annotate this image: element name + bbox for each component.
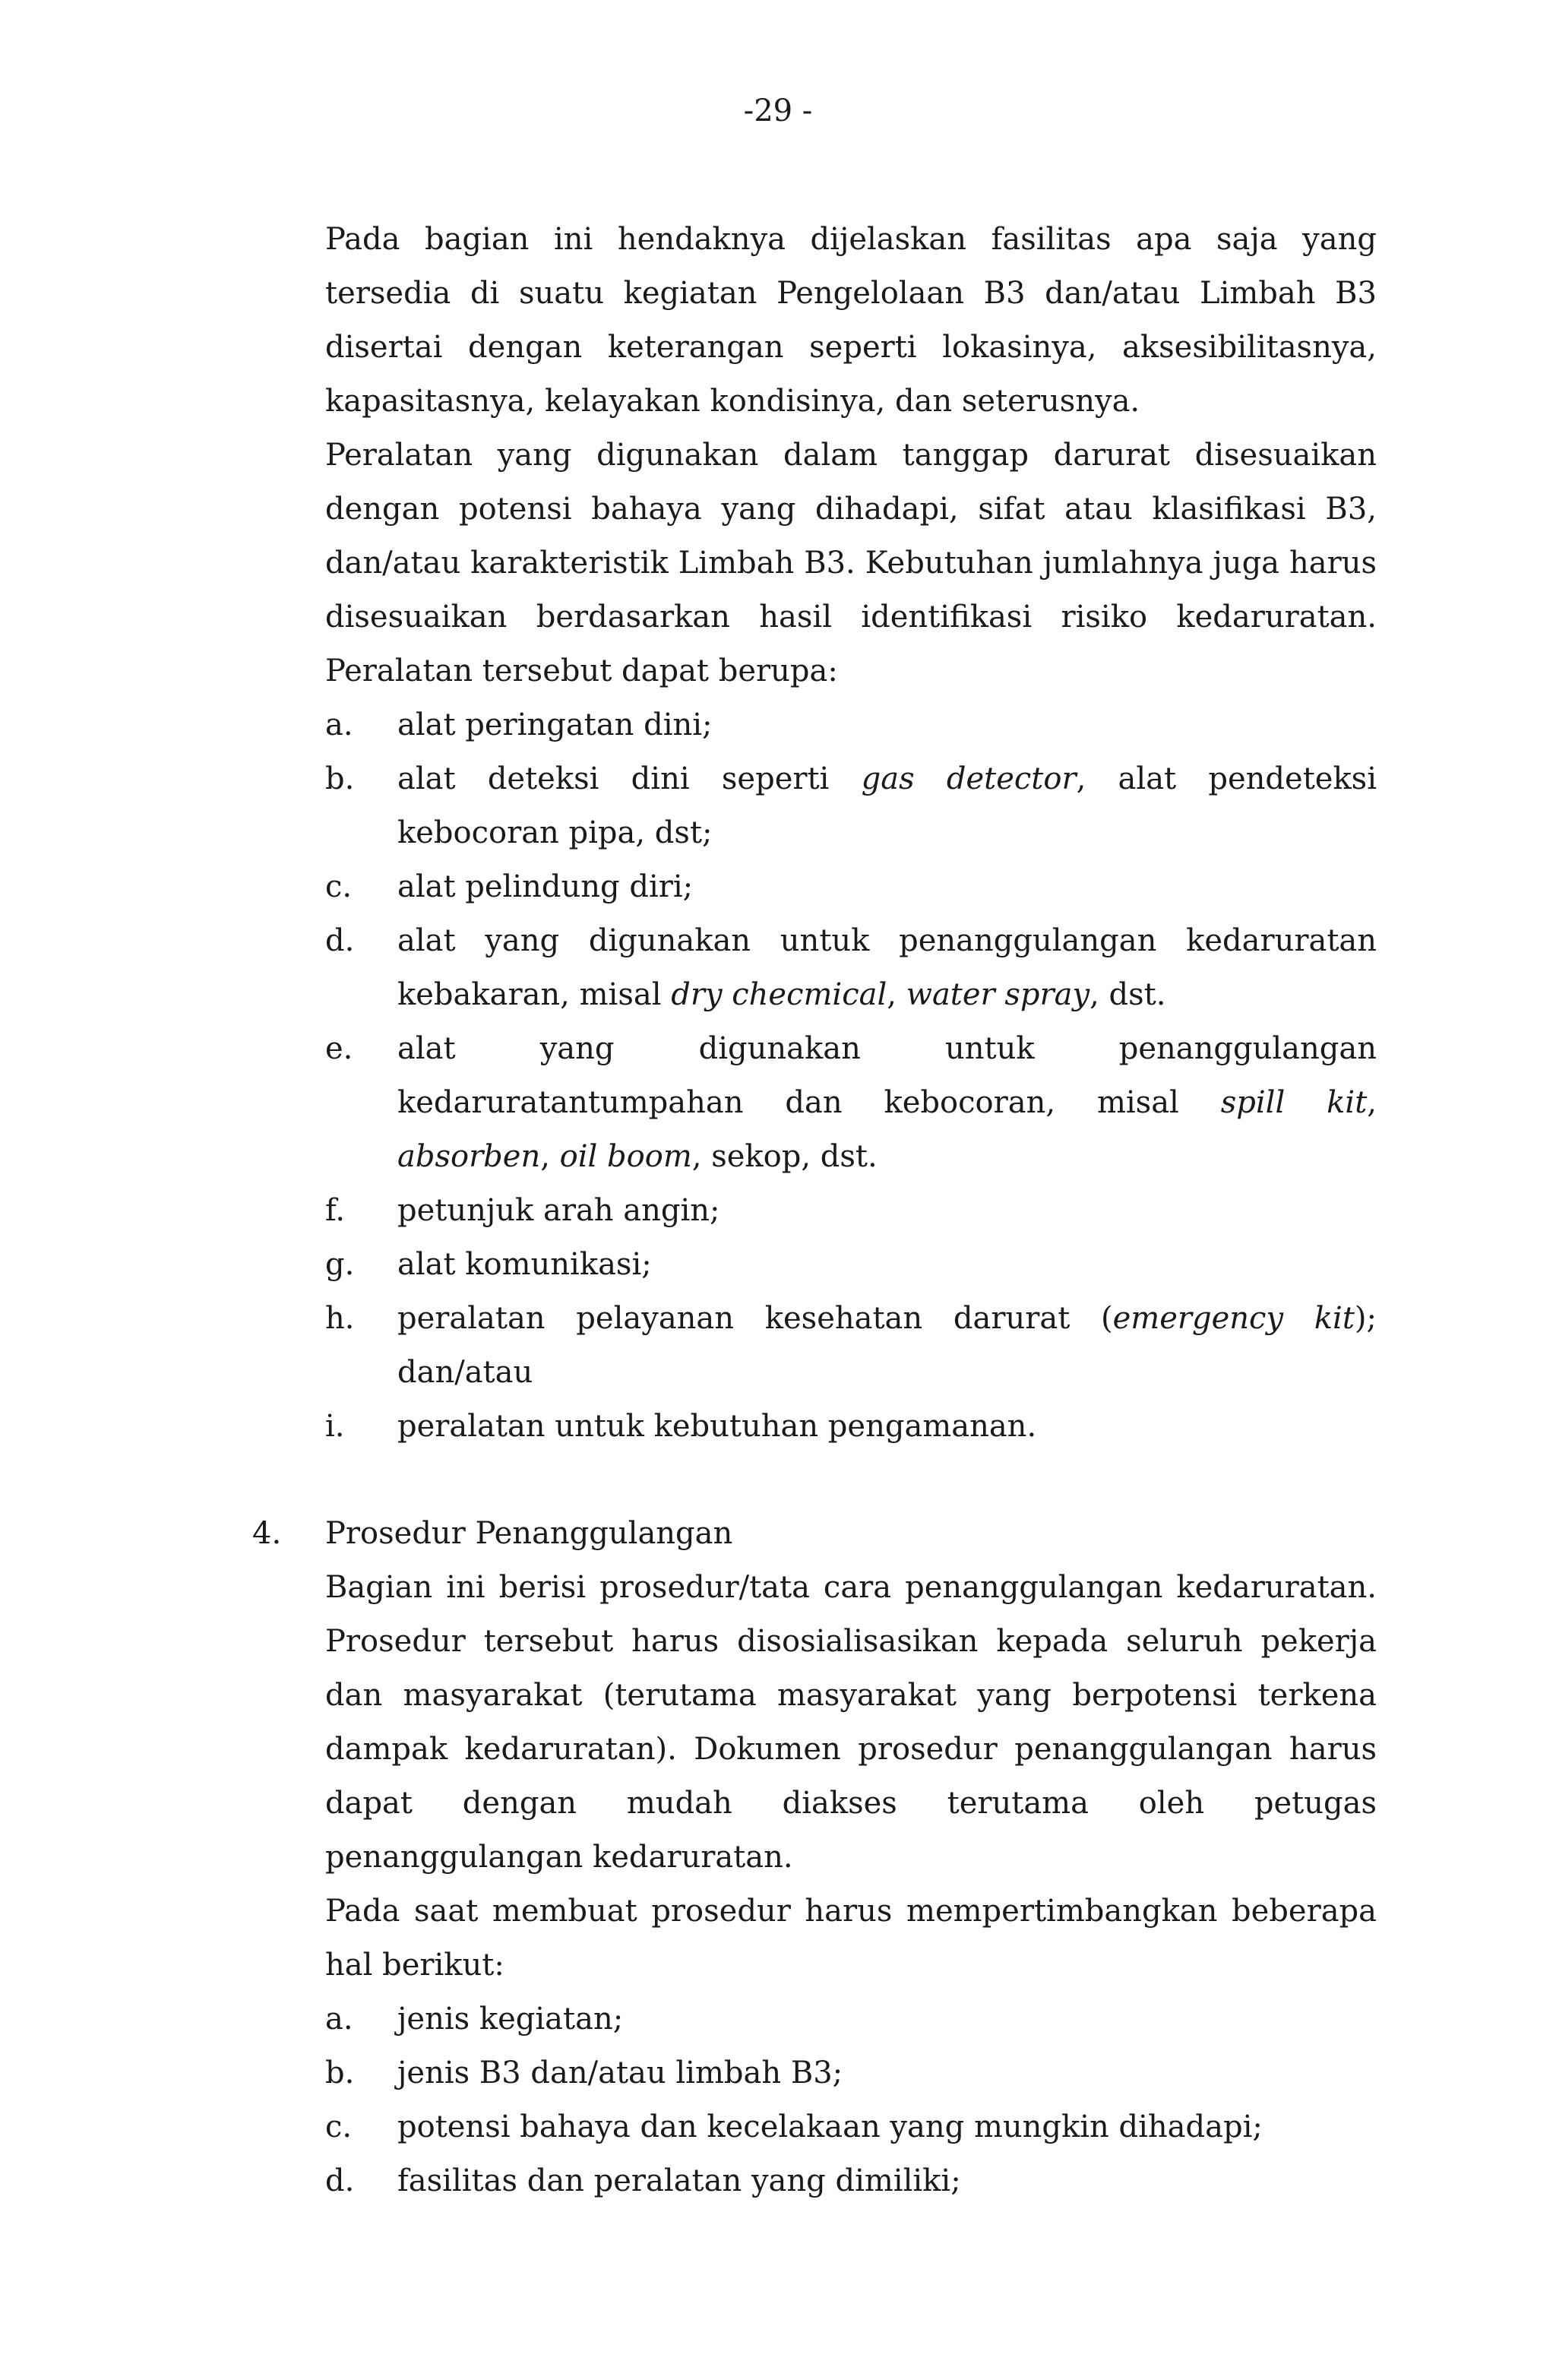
list-item-text: jenis kegiatan;	[397, 2002, 624, 2037]
considerations-list	[325, 1992, 1377, 2208]
list-item-text: potensi bahaya dan kecelakaan yang mungkin dihadapi;	[397, 2109, 1263, 2144]
list-marker: d.	[325, 923, 355, 958]
list-item	[325, 698, 1377, 752]
italic-term: oil boom	[559, 1139, 692, 1174]
list-item-text: alat yang digunakan untuk penanggulangan kedaruratantumpahan dan kebocoran, misal spill kit, absorben, oil boom, sekop, dst.	[397, 1031, 1377, 1174]
list-item-text: fasilitas dan peralatan yang dimiliki;	[397, 2163, 961, 2198]
list-item-text: peralatan untuk kebutuhan pengamanan.	[397, 1409, 1037, 1444]
list-marker: i.	[325, 1409, 345, 1444]
list-marker: c.	[325, 2109, 353, 2144]
list-marker: h.	[325, 1301, 355, 1336]
list-item	[325, 752, 1377, 860]
list-item-text: alat yang digunakan untuk penanggulangan kedaruratan kebakaran, misal dry checmical, water spray, dst.	[397, 923, 1377, 1012]
page-number: -29 -	[743, 93, 813, 128]
list-item	[325, 1184, 1377, 1238]
list-item	[325, 2154, 1377, 2208]
italic-term: dry checmical	[671, 977, 887, 1012]
list-item	[325, 914, 1377, 1022]
list-item-text: alat deteksi dini seperti gas detector, alat pendeteksi kebocoran pipa, dst;	[397, 761, 1377, 850]
list-item	[325, 2100, 1377, 2154]
list-item	[325, 1022, 1377, 1184]
equipment-paragraph: Peralatan yang digunakan dalam tanggap darurat disesuaikan dengan potensi bahaya yang dihadapi, sifat atau klasifikasi B3, dan/atau karakteristik Limbah B3. Kebutuhan jumlahnya juga harus disesuaikan berdasarkan hasil identifikasi risiko kedaruratan. Peralatan tersebut dapat berupa:	[325, 438, 1377, 688]
list-marker: a.	[325, 2002, 353, 2037]
italic-term: spill kit	[1220, 1085, 1368, 1120]
list-item-text: alat peringatan dini;	[397, 707, 713, 742]
list-item	[325, 1238, 1377, 1292]
list-item-text: petunjuk arah angin;	[397, 1193, 720, 1228]
list-item-text: alat pelindung diri;	[397, 869, 694, 904]
list-marker: c.	[325, 869, 353, 904]
list-marker: a.	[325, 707, 353, 742]
italic-term: emergency kit	[1112, 1301, 1355, 1336]
italic-term: gas detector	[861, 761, 1077, 796]
italic-term: absorben	[397, 1139, 541, 1174]
list-item	[325, 860, 1377, 914]
page-content	[252, 213, 1377, 2208]
list-marker: d.	[325, 2163, 355, 2198]
intro-paragraph: Pada bagian ini hendaknya dijelaskan fasilitas apa saja yang tersedia di suatu kegiatan Pengelolaan B3 dan/atau Limbah B3 disertai dengan keterangan seperti lokasinya, aksesibilitasnya, kapasitasnya, kelayakan kondisinya, dan seterusnya.	[325, 222, 1377, 419]
list-item-text: peralatan pelayanan kesehatan darurat (emergency kit); dan/atau	[397, 1301, 1377, 1390]
italic-term: water spray	[906, 977, 1090, 1012]
list-marker: e.	[325, 1031, 353, 1066]
section-paragraph: Pada saat membuat prosedur harus mempertimbangkan beberapa hal berikut:	[325, 1894, 1377, 1983]
section-title: Prosedur Penanggulangan	[325, 1516, 733, 1551]
list-marker: b.	[325, 761, 355, 796]
list-marker: g.	[325, 1247, 355, 1282]
section-4	[252, 1507, 1377, 2208]
list-item	[325, 1400, 1377, 1454]
list-marker: f.	[325, 1193, 346, 1228]
section-paragraph: Bagian ini berisi prosedur/tata cara penanggulangan kedaruratan. Prosedur tersebut harus disosialisasikan kepada seluruh pekerja dan masyarakat (terutama masyarakat yang berpotensi terkena dampak kedaruratan). Dokumen prosedur penanggulangan harus dapat dengan mudah diakses terutama oleh petugas penanggulangan kedaruratan.	[325, 1570, 1377, 1875]
equipment-list	[325, 698, 1377, 1454]
list-item-text: alat komunikasi;	[397, 1247, 652, 1282]
list-marker: b.	[325, 2056, 355, 2090]
section-number: 4.	[252, 1516, 282, 1551]
list-item	[325, 2046, 1377, 2100]
list-item	[325, 1992, 1377, 2046]
list-item-text: jenis B3 dan/atau limbah B3;	[397, 2056, 843, 2090]
list-item	[325, 1292, 1377, 1400]
